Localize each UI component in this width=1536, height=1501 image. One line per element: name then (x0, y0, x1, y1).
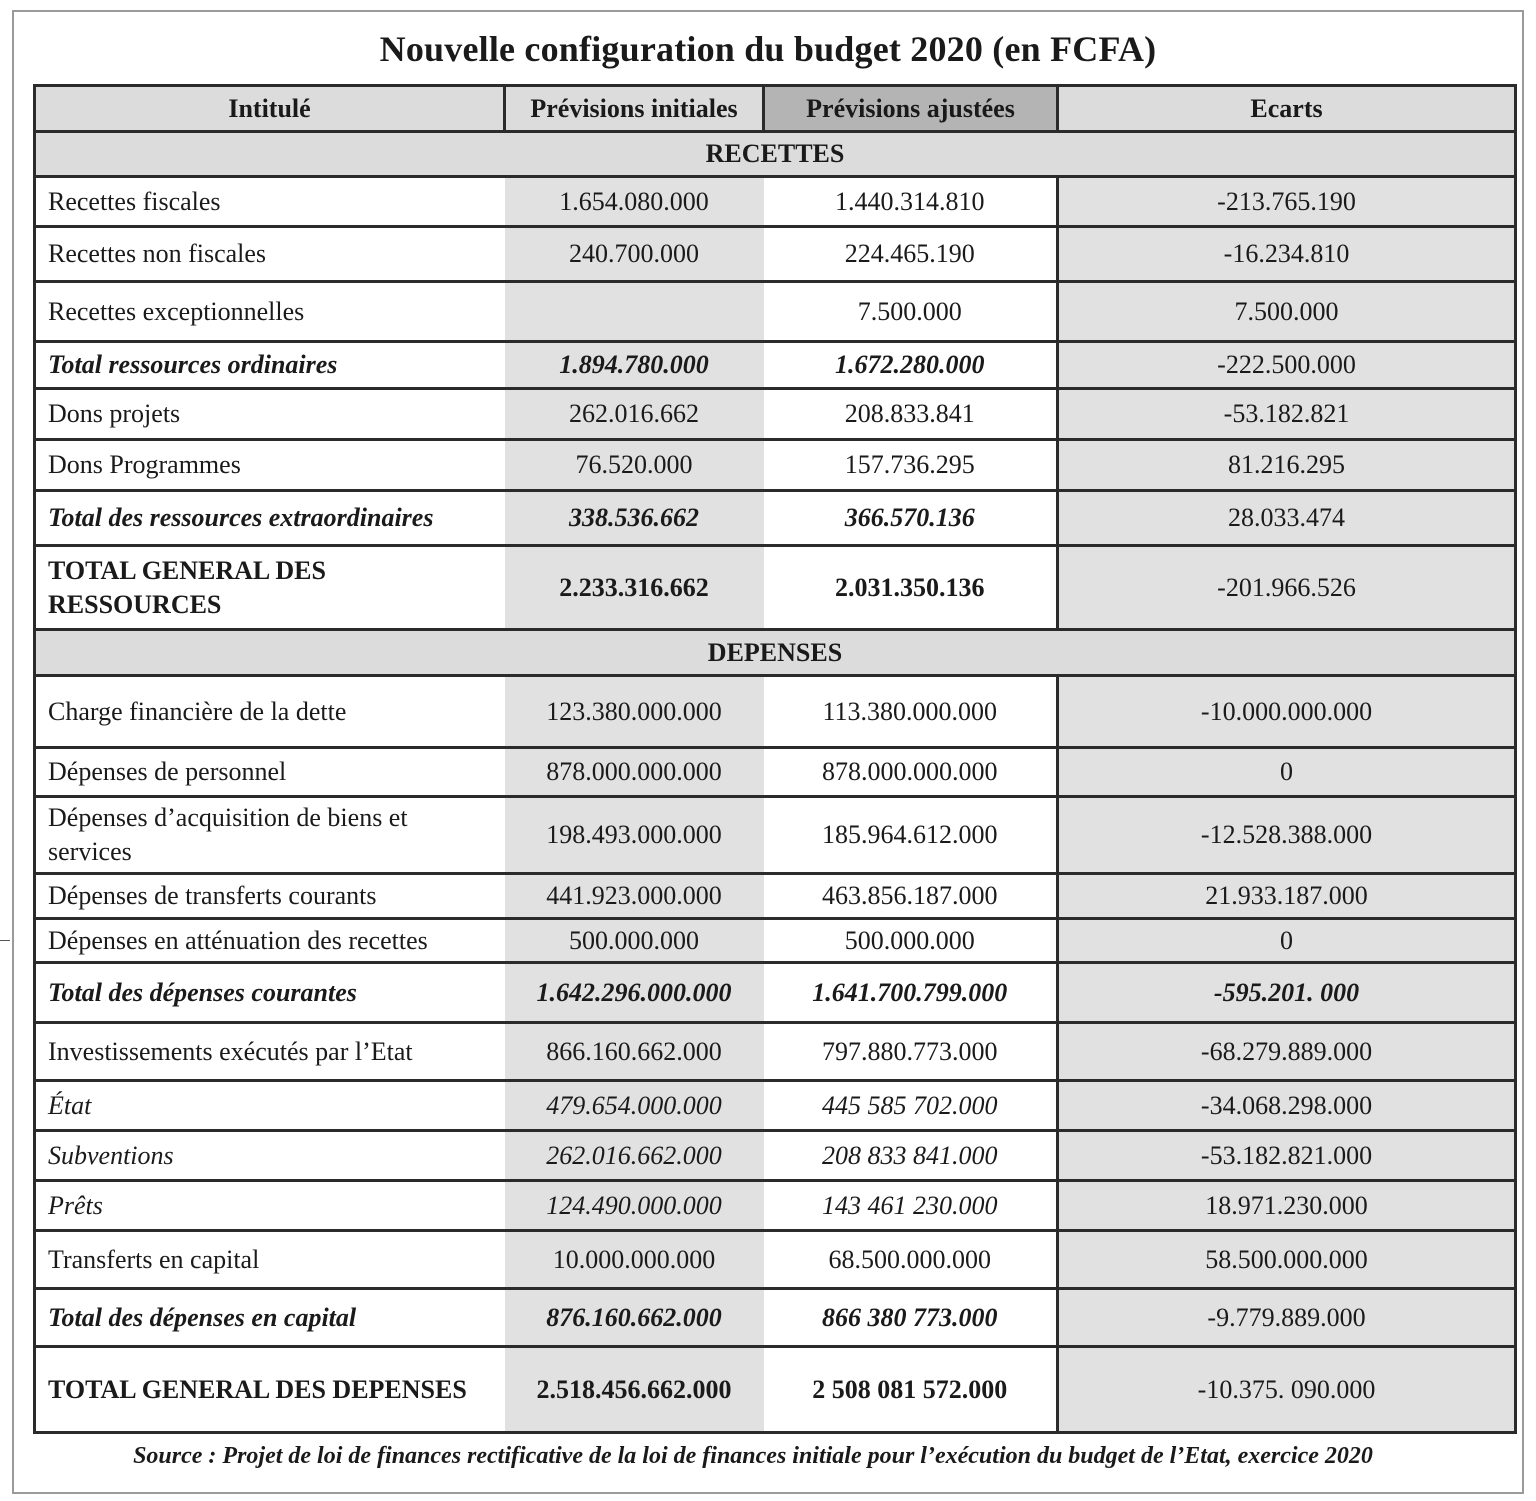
value-initiales: 441.923.000.000 (505, 874, 764, 919)
table-row (35, 874, 1516, 919)
table-row (35, 1231, 1516, 1289)
row-label: Prêts (35, 1181, 505, 1231)
value-ajustees: 208 833 841.000 (764, 1131, 1058, 1181)
value-initiales: 262.016.662.000 (505, 1131, 764, 1181)
value-initiales: 479.654.000.000 (505, 1081, 764, 1131)
table-row-grand-total (35, 1347, 1516, 1433)
table-row (35, 227, 1516, 282)
value-initiales: 240.700.000 (505, 227, 764, 282)
row-label: Charge financière de la dette (35, 676, 505, 748)
value-ajustees: 463.856.187.000 (764, 874, 1058, 919)
value-initiales: 1.894.780.000 (505, 342, 764, 389)
value-initiales: 10.000.000.000 (505, 1231, 764, 1289)
value-ecarts: 18.971.230.000 (1058, 1181, 1516, 1231)
value-initiales: 76.520.000 (505, 440, 764, 491)
value-ecarts: 7.500.000 (1058, 282, 1516, 342)
row-label: Recettes fiscales (35, 177, 505, 227)
table-row-total (35, 491, 1516, 546)
row-label: État (35, 1081, 505, 1131)
value-ecarts: -34.068.298.000 (1058, 1081, 1516, 1131)
table-row-total (35, 1289, 1516, 1347)
table-row-grand-total (35, 546, 1516, 630)
value-ajustees: 224.465.190 (764, 227, 1058, 282)
value-ecarts: 21.933.187.000 (1058, 874, 1516, 919)
section-row-depenses (35, 630, 1516, 676)
row-label: Dons Programmes (35, 440, 505, 491)
value-ecarts: -68.279.889.000 (1058, 1023, 1516, 1081)
value-initiales: 2.518.456.662.000 (505, 1347, 764, 1433)
value-initiales: 866.160.662.000 (505, 1023, 764, 1081)
table-row (35, 282, 1516, 342)
value-ecarts: -12.528.388.000 (1058, 797, 1516, 874)
value-initiales (505, 282, 764, 342)
table-row-total (35, 342, 1516, 389)
value-ajustees: 445 585 702.000 (764, 1081, 1058, 1131)
value-ajustees: 2 508 081 572.000 (764, 1347, 1058, 1433)
row-label: Dépenses de personnel (35, 748, 505, 797)
value-ajustees: 1.440.314.810 (764, 177, 1058, 227)
value-ecarts: -10.000.000.000 (1058, 676, 1516, 748)
budget-table (33, 84, 1517, 1434)
value-ecarts: 81.216.295 (1058, 440, 1516, 491)
table-row (35, 177, 1516, 227)
value-initiales: 876.160.662.000 (505, 1289, 764, 1347)
row-label: TOTAL GENERAL DES RESSOURCES (35, 546, 505, 630)
row-label: Total des dépenses en capital (35, 1289, 505, 1347)
value-ajustees: 113.380.000.000 (764, 676, 1058, 748)
value-initiales: 500.000.000 (505, 919, 764, 963)
value-ecarts: -9.779.889.000 (1058, 1289, 1516, 1347)
value-ajustees: 7.500.000 (764, 282, 1058, 342)
value-ecarts: -53.182.821 (1058, 389, 1516, 440)
value-ajustees: 878.000.000.000 (764, 748, 1058, 797)
row-label: Dépenses en atténuation des recettes (35, 919, 505, 963)
row-label: Subventions (35, 1131, 505, 1181)
value-ajustees: 2.031.350.136 (764, 546, 1058, 630)
value-initiales: 878.000.000.000 (505, 748, 764, 797)
value-ecarts: 0 (1058, 919, 1516, 963)
table-row (35, 1131, 1516, 1181)
value-ajustees: 866 380 773.000 (764, 1289, 1058, 1347)
table-row (35, 440, 1516, 491)
value-initiales: 2.233.316.662 (505, 546, 764, 630)
header-ecarts: Ecarts (1058, 86, 1516, 132)
row-label: Recettes non fiscales (35, 227, 505, 282)
table-row (35, 1023, 1516, 1081)
value-ecarts: 0 (1058, 748, 1516, 797)
value-ajustees: 68.500.000.000 (764, 1231, 1058, 1289)
value-ecarts: 58.500.000.000 (1058, 1231, 1516, 1289)
table-row-total (35, 963, 1516, 1023)
table-row (35, 1081, 1516, 1131)
row-label: Total des ressources extraordinaires (35, 491, 505, 546)
row-label: Recettes exceptionnelles (35, 282, 505, 342)
row-label: Dépenses d’acquisition de biens et services (35, 797, 505, 874)
value-ajustees: 157.736.295 (764, 440, 1058, 491)
page-title: Nouvelle configuration du budget 2020 (en FCFA) (379, 29, 1157, 69)
value-ecarts: -213.765.190 (1058, 177, 1516, 227)
row-label: Dépenses de transferts courants (35, 874, 505, 919)
header-row (35, 86, 1516, 132)
value-ecarts: -53.182.821.000 (1058, 1131, 1516, 1181)
section-row-recettes (35, 132, 1516, 177)
table-row (35, 389, 1516, 440)
row-label: Transferts en capital (35, 1231, 505, 1289)
section-label-recettes: RECETTES (35, 132, 1516, 177)
value-initiales: 1.654.080.000 (505, 177, 764, 227)
value-initiales: 262.016.662 (505, 389, 764, 440)
source-note: Source : Projet de loi de finances rectificative de la loi de finances initiale pour l’exécution du budget de l’Etat, exercice 2020 (133, 1443, 1373, 1469)
margin-tick (0, 940, 10, 941)
value-ecarts: -16.234.810 (1058, 227, 1516, 282)
value-ecarts: -222.500.000 (1058, 342, 1516, 389)
value-ecarts: -595.201. 000 (1058, 963, 1516, 1023)
value-ecarts: -201.966.526 (1058, 546, 1516, 630)
table-row (35, 676, 1516, 748)
value-ajustees: 208.833.841 (764, 389, 1058, 440)
header-previsions-initiales: Prévisions initiales (505, 86, 764, 132)
table-row (35, 797, 1516, 874)
row-label: Total ressources ordinaires (35, 342, 505, 389)
value-initiales: 198.493.000.000 (505, 797, 764, 874)
row-label: TOTAL GENERAL DES DEPENSES (35, 1347, 505, 1433)
value-ajustees: 185.964.612.000 (764, 797, 1058, 874)
table-row (35, 1181, 1516, 1231)
value-ajustees: 1.641.700.799.000 (764, 963, 1058, 1023)
value-ecarts: 28.033.474 (1058, 491, 1516, 546)
table-row (35, 748, 1516, 797)
value-initiales: 123.380.000.000 (505, 676, 764, 748)
value-initiales: 338.536.662 (505, 491, 764, 546)
value-ajustees: 366.570.136 (764, 491, 1058, 546)
header-intitule: Intitulé (35, 86, 505, 132)
value-ajustees: 797.880.773.000 (764, 1023, 1058, 1081)
table-row (35, 919, 1516, 963)
header-previsions-ajustees: Prévisions ajustées (764, 86, 1058, 132)
value-ajustees: 143 461 230.000 (764, 1181, 1058, 1231)
value-initiales: 124.490.000.000 (505, 1181, 764, 1231)
row-label: Total des dépenses courantes (35, 963, 505, 1023)
value-initiales: 1.642.296.000.000 (505, 963, 764, 1023)
section-label-depenses: DEPENSES (35, 630, 1516, 676)
row-label: Dons projets (35, 389, 505, 440)
value-ecarts: -10.375. 090.000 (1058, 1347, 1516, 1433)
value-ajustees: 500.000.000 (764, 919, 1058, 963)
row-label: Investissements exécutés par l’Etat (35, 1023, 505, 1081)
value-ajustees: 1.672.280.000 (764, 342, 1058, 389)
